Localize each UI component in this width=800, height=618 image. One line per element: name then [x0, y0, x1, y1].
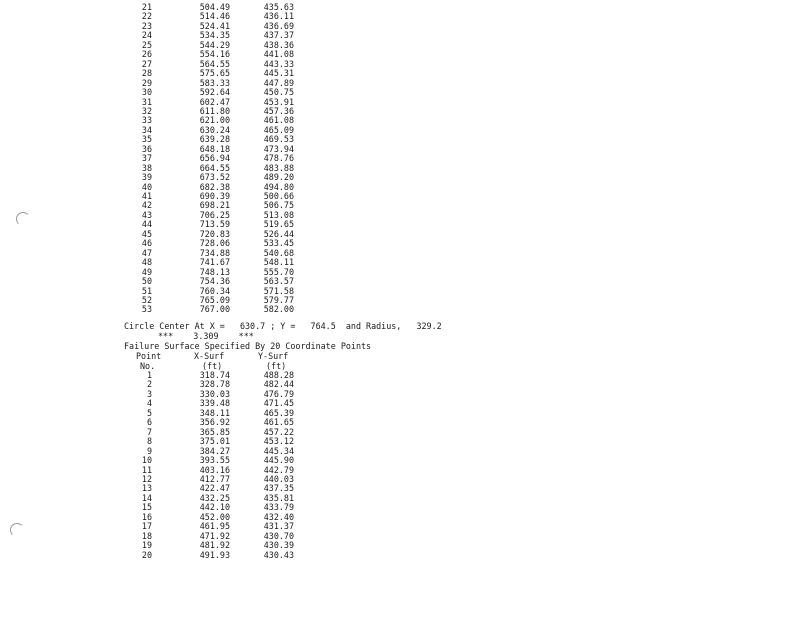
x-surf-value: 673.52: [199, 172, 230, 183]
y-surf-value: 494.80: [263, 181, 294, 192]
x-surf-value: 720.83: [199, 228, 230, 239]
header-y-surf: Y-Surf: [258, 351, 289, 361]
x-surf-value: 575.65: [199, 68, 230, 79]
y-surf-value: 450.75: [263, 87, 294, 98]
point-number: 7: [146, 426, 152, 437]
header-point: Point: [136, 351, 162, 361]
y-surf-value: 519.65: [263, 219, 294, 230]
x-surf-value: 318.74: [199, 370, 230, 380]
point-number: 28: [141, 68, 152, 79]
point-number: 42: [141, 200, 152, 211]
point-number: 18: [141, 530, 152, 541]
y-surf-value: 461.65: [263, 417, 294, 428]
point-number: 16: [141, 511, 152, 522]
point-number: 35: [141, 134, 152, 145]
y-surf-value: 483.88: [263, 162, 294, 173]
point-number: 41: [141, 191, 152, 201]
x-surf-value: 384.27: [199, 445, 230, 456]
y-surf-value: 445.90: [263, 455, 294, 466]
y-surf-value: 447.89: [263, 77, 294, 88]
point-number: 29: [141, 77, 152, 88]
y-surf-value: 440.03: [263, 473, 294, 484]
y-surf-value: 506.75: [263, 200, 294, 211]
y-surf-value: 443.33: [263, 58, 294, 69]
x-surf-value: 583.33: [199, 77, 230, 88]
x-surf-value: 748.13: [199, 266, 230, 277]
point-number: 4: [146, 398, 152, 409]
point-number: 11: [141, 464, 152, 475]
y-surf-value: 437.37: [263, 30, 294, 41]
x-surf-value: 544.29: [199, 39, 230, 50]
binder-hole-top: [16, 212, 30, 226]
x-surf-value: 630.24: [199, 124, 230, 135]
x-surf-value: 504.49: [199, 2, 230, 12]
header-x-unit: (ft): [202, 361, 223, 371]
y-surf-value: 526.44: [263, 228, 294, 239]
y-surf-value: 430.39: [263, 540, 294, 551]
y-surf-value: 435.81: [263, 492, 294, 503]
y-surf-value: 461.08: [263, 115, 294, 126]
y-surf-value: 500.66: [263, 191, 294, 201]
y-surf-value: 488.28: [263, 370, 294, 380]
point-number: 27: [141, 58, 152, 69]
point-number: 48: [141, 257, 152, 268]
point-number: 19: [141, 540, 152, 551]
point-number: 50: [141, 276, 152, 287]
point-number: 17: [141, 521, 152, 532]
y-surf-value: 489.20: [263, 172, 294, 183]
y-surf-value: 476.79: [263, 388, 294, 399]
point-number: 15: [141, 502, 152, 513]
point-number: 20: [141, 549, 152, 560]
point-number: 51: [141, 285, 152, 296]
point-number: 22: [141, 11, 152, 22]
y-surf-value: 442.79: [263, 464, 294, 475]
y-surf-value: 513.08: [263, 209, 294, 220]
point-number: 12: [141, 473, 152, 484]
x-surf-value: 554.16: [199, 49, 230, 60]
x-surf-value: 664.55: [199, 162, 230, 173]
point-number: 45: [141, 228, 152, 239]
y-surf-value: 548.11: [263, 257, 294, 268]
x-surf-value: 648.18: [199, 143, 230, 154]
x-surf-value: 330.03: [199, 388, 230, 399]
point-number: 37: [141, 153, 152, 164]
header-x-surf: X-Surf: [194, 351, 225, 361]
x-surf-value: 698.21: [199, 200, 230, 211]
x-surf-value: 592.64: [199, 87, 230, 98]
point-number: 49: [141, 266, 152, 277]
point-number: 26: [141, 49, 152, 60]
point-number: 44: [141, 219, 152, 230]
point-number: 47: [141, 247, 152, 258]
point-number: 24: [141, 30, 152, 41]
point-number: 43: [141, 209, 152, 220]
x-surf-value: 767.00: [199, 304, 230, 315]
x-surf-value: 365.85: [199, 426, 230, 437]
y-surf-value: 457.22: [263, 426, 294, 437]
x-surf-value: 328.78: [199, 379, 230, 390]
point-number: 53: [141, 304, 152, 315]
point-number: 25: [141, 39, 152, 50]
x-surf-value: 471.92: [199, 530, 230, 541]
header-y-unit: (ft): [266, 361, 287, 371]
y-surf-value: 563.57: [263, 276, 294, 287]
point-number: 5: [146, 407, 152, 418]
binder-hole-bottom: [10, 523, 24, 537]
y-surf-value: 453.12: [263, 436, 294, 447]
x-surf-value: 514.46: [199, 11, 230, 22]
y-surf-value: 445.31: [263, 68, 294, 79]
x-surf-value: 393.55: [199, 455, 230, 466]
y-surf-value: 482.44: [263, 379, 294, 390]
x-surf-value: 621.00: [199, 115, 230, 126]
y-surf-value: 473.94: [263, 143, 294, 154]
x-surf-value: 656.94: [199, 153, 230, 164]
y-surf-value: 432.40: [263, 511, 294, 522]
point-number: 33: [141, 115, 152, 126]
y-surf-value: 471.45: [263, 398, 294, 409]
y-surf-value: 436.11: [263, 11, 294, 22]
y-surf-value: 431.37: [263, 521, 294, 532]
y-surf-value: 465.39: [263, 407, 294, 418]
x-surf-value: 602.47: [199, 96, 230, 107]
x-surf-value: 491.93: [199, 549, 230, 560]
point-number: 52: [141, 294, 152, 305]
x-surf-value: 713.59: [199, 219, 230, 230]
factor-of-safety-line: *** 3.309 ***: [158, 331, 254, 341]
point-number: 23: [141, 20, 152, 31]
x-surf-value: 564.55: [199, 58, 230, 69]
header-no: No.: [140, 361, 156, 371]
point-number: 8: [146, 436, 152, 447]
y-surf-value: 433.79: [263, 502, 294, 513]
x-surf-value: 432.25: [199, 492, 230, 503]
x-surf-value: 356.92: [199, 417, 230, 428]
point-number: 13: [141, 483, 152, 494]
point-number: 40: [141, 181, 152, 192]
x-surf-value: 339.48: [199, 398, 230, 409]
x-surf-value: 442.10: [199, 502, 230, 513]
x-surf-value: 611.80: [199, 105, 230, 116]
x-surf-value: 348.11: [199, 407, 230, 418]
y-surf-value: 555.70: [263, 266, 294, 277]
x-surf-value: 706.25: [199, 209, 230, 220]
y-surf-value: 465.09: [263, 124, 294, 135]
circle-center-line: Circle Center At X = 630.7 ; Y = 764.5 and Radius, 329.2: [124, 321, 442, 331]
x-surf-value: 760.34: [199, 285, 230, 296]
point-number: 21: [141, 2, 152, 12]
x-surf-value: 412.77: [199, 473, 230, 484]
x-surf-value: 741.67: [199, 257, 230, 268]
y-surf-value: 540.68: [263, 247, 294, 258]
y-surf-value: 478.76: [263, 153, 294, 164]
y-surf-value: 438.36: [263, 39, 294, 50]
point-number: 30: [141, 87, 152, 98]
point-number: 2: [146, 379, 152, 390]
x-surf-value: 690.39: [199, 191, 230, 201]
y-surf-value: 469.53: [263, 134, 294, 145]
point-number: 31: [141, 96, 152, 107]
x-surf-value: 639.28: [199, 134, 230, 145]
point-number: 6: [146, 417, 152, 428]
y-surf-value: 533.45: [263, 238, 294, 249]
x-surf-value: 452.00: [199, 511, 230, 522]
x-surf-value: 422.47: [199, 483, 230, 494]
y-surf-value: 430.43: [263, 549, 294, 560]
failure-surface-title: Failure Surface Specified By 20 Coordinate Points: [124, 341, 372, 351]
x-surf-value: 375.01: [199, 436, 230, 447]
x-surf-value: 534.35: [199, 30, 230, 41]
point-number: 3: [146, 388, 152, 399]
y-surf-value: 437.35: [263, 483, 294, 494]
point-number: 46: [141, 238, 152, 249]
y-surf-value: 436.69: [263, 20, 294, 31]
point-number: 10: [141, 455, 152, 466]
point-number: 32: [141, 105, 152, 116]
y-surf-value: 582.00: [263, 304, 294, 315]
x-surf-value: 481.92: [199, 540, 230, 551]
x-surf-value: 728.06: [199, 238, 230, 249]
y-surf-value: 571.58: [263, 285, 294, 296]
point-number: 34: [141, 124, 152, 135]
point-number: 14: [141, 492, 152, 503]
y-surf-value: 579.77: [263, 294, 294, 305]
point-number: 38: [141, 162, 152, 173]
x-surf-value: 734.88: [199, 247, 230, 258]
point-number: 39: [141, 172, 152, 183]
x-surf-value: 524.41: [199, 20, 230, 31]
x-surf-value: 403.16: [199, 464, 230, 475]
y-surf-value: 457.36: [263, 105, 294, 116]
x-surf-value: 754.36: [199, 276, 230, 287]
point-number: 9: [146, 445, 152, 456]
y-surf-value: 445.34: [263, 445, 294, 456]
point-number: 1: [146, 370, 152, 380]
y-surf-value: 453.91: [263, 96, 294, 107]
x-surf-value: 765.09: [199, 294, 230, 305]
y-surf-value: 430.70: [263, 530, 294, 541]
y-surf-value: 441.08: [263, 49, 294, 60]
point-number: 36: [141, 143, 152, 154]
x-surf-value: 461.95: [199, 521, 230, 532]
y-surf-value: 435.63: [263, 2, 294, 12]
x-surf-value: 682.38: [199, 181, 230, 192]
